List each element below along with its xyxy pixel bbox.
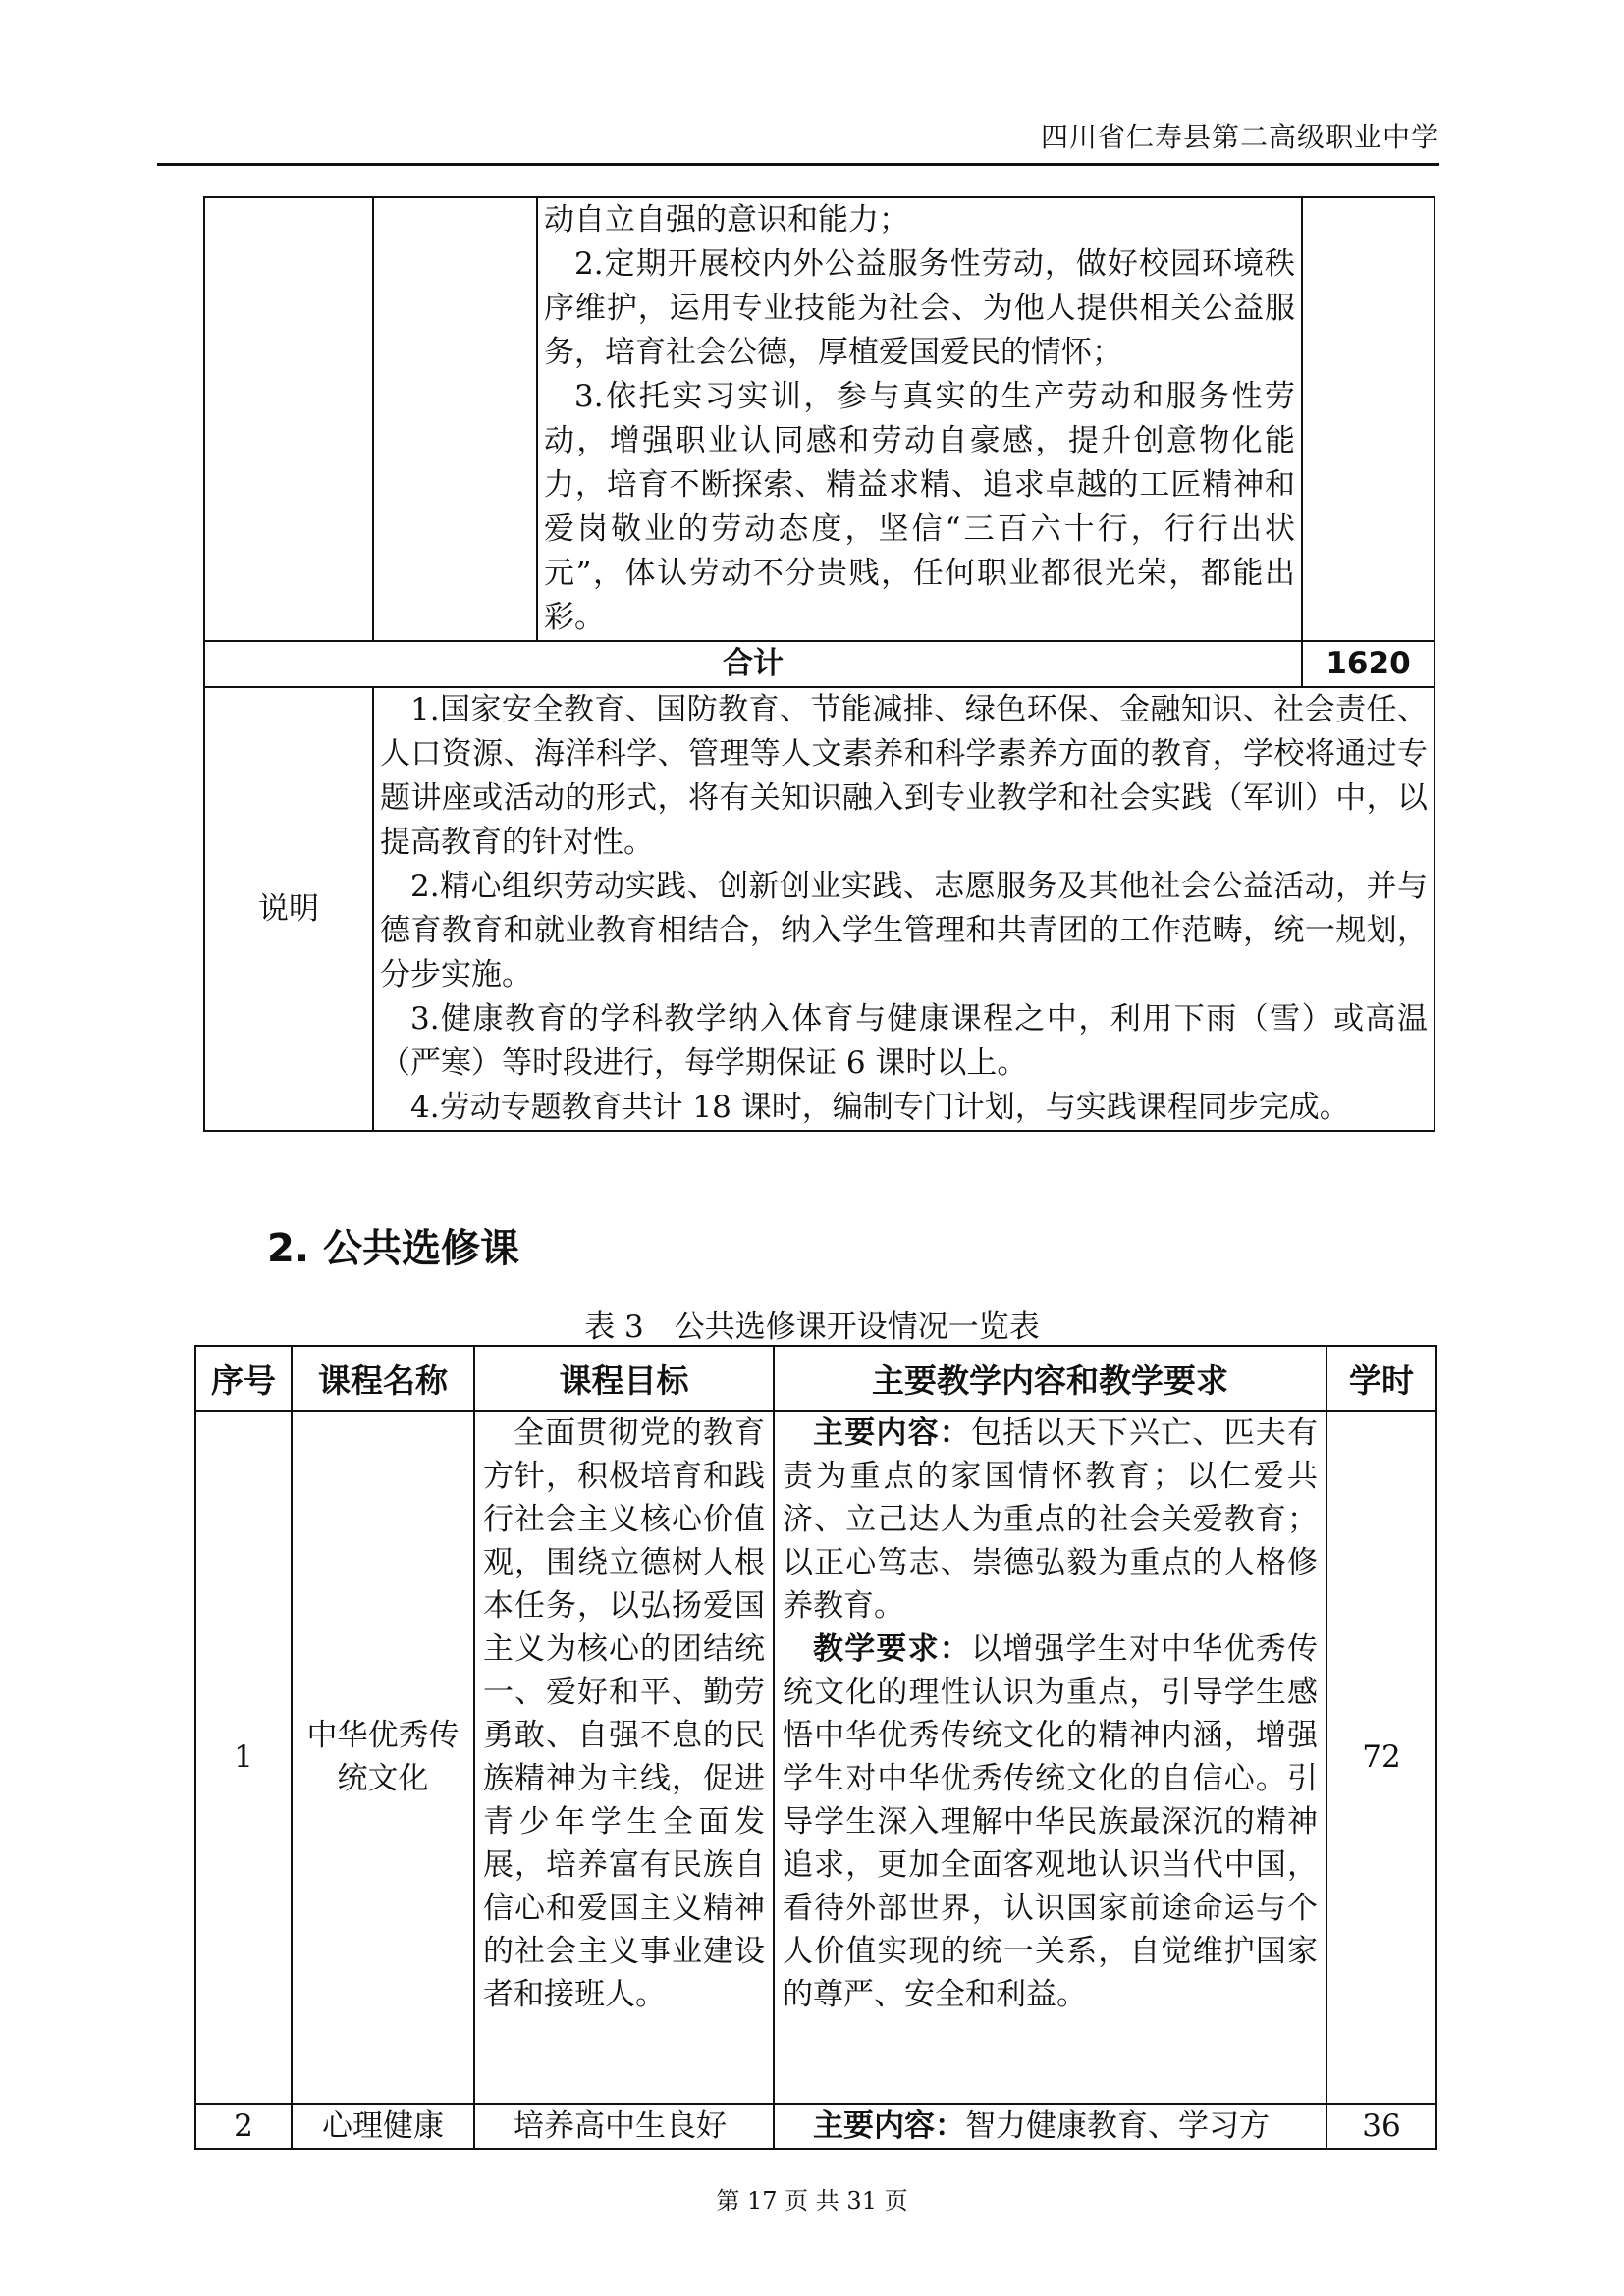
table-header-row — [195, 1346, 1436, 1411]
content-line: 2.定期开展校内外公益服务性劳动，做好校园环境秩序维护，运用专业技能为社会、为他人提供相关公益服务，培育社会公德，厚植爱国爱民的情怀； — [544, 246, 1295, 370]
table-row — [195, 1411, 1436, 2104]
row-no: 1 — [195, 1411, 292, 2104]
page-number: 第 17 页 共 31 页 — [716, 2187, 908, 2215]
requirement-label: 教学要求： — [813, 1631, 971, 1667]
content-label: 主要内容： — [813, 2109, 965, 2144]
requirement-text: 以增强学生对中华优秀传统文化的理性认识为重点，引导学生感悟中华优秀传统文化的精神内涵，增强学生对中华优秀传统文化的自信心。引导学生深入理解中华民族最深沉的精神追求，更加全面客观地认识当代中国，看待外部世界，认识国家前途命运与个人价值实现的统一关系，自觉维护国家的尊严、安全和利益。 — [783, 1631, 1318, 2012]
row-objective — [474, 1411, 774, 2104]
objective-text: 全面贯彻党的教育方针，积极培育和践行社会主义核心价值观，围绕立德树人根本任务，以弘扬爱国主义为核心的团结统一、爱好和平、勤劳勇敢、自强不息的民族精神为主线，促进青少年学生全面发展，培养富有民族自信心和爱国主义精神的社会主义事业建设者和接班人。 — [483, 1415, 765, 2012]
table-caption: 表 3 公共选修课开设情况一览表 — [584, 1309, 1040, 1345]
content-line: 3.依托实习实训，参与真实的生产劳动和服务性劳动，增强职业认同感和劳动自豪感，提升创意物化能力，培育不断探索、精益求精、追求卓越的工匠精神和爱岗敬业的劳动态度，坚信“三百六十行，行行出状元”，体认劳动不分贵贱，任何职业都很光荣，都能出彩。 — [544, 379, 1295, 635]
col-header-name: 课程名称 — [292, 1346, 474, 1411]
content-paragraph — [783, 1412, 1318, 1628]
row-course-name: 中华优秀传统文化 — [292, 1411, 474, 2104]
table-continued — [203, 196, 1435, 1132]
note-content — [373, 687, 1435, 1131]
col-header-hours: 学时 — [1326, 1346, 1436, 1411]
note-item: 1.国家安全教育、国防教育、节能减排、绿色环保、金融知识、社会责任、人口资源、海洋科学、管理等人文素养和科学素养方面的教育，学校将通过专题讲座或活动的形式，将有关知识融入到专业教学和社会实践（军训）中，以提高教育的针对性。 — [380, 692, 1428, 860]
total-value: 1620 — [1302, 641, 1435, 687]
row-objective — [474, 2104, 774, 2149]
table-row — [195, 2104, 1436, 2149]
requirement-paragraph — [783, 1628, 1318, 2016]
content-paragraph — [783, 2105, 1318, 2148]
content-text: 包括以天下兴亡、匹夫有责为重点的家国情怀教育；以仁爱共济、立己达人为重点的社会关爱教育；以正心笃志、崇德弘毅为重点的人格修养教育。 — [783, 1415, 1318, 1624]
note-item: 4.劳动专题教育共计 18 课时，编制专门计划，与实践课程同步完成。 — [410, 1090, 1350, 1125]
row-content — [774, 1411, 1326, 2104]
note-item: 2.精心组织劳动实践、创新创业实践、志愿服务及其他社会公益活动，并与德育教育和就业教育相结合，纳入学生管理和共青团的工作范畴，统一规划，分步实施。 — [380, 869, 1428, 992]
note-label: 说明 — [204, 687, 373, 1131]
elective-courses-table — [194, 1345, 1437, 2150]
row-no: 2 — [195, 2104, 292, 2149]
total-row — [204, 641, 1435, 687]
total-label: 合计 — [204, 641, 1302, 687]
content-label: 主要内容： — [813, 1415, 971, 1451]
content-line: 动自立自强的意识和能力； — [544, 202, 909, 238]
row-content — [774, 2104, 1326, 2149]
empty-cell — [1302, 197, 1435, 641]
row-hours: 36 — [1326, 2104, 1436, 2149]
content-cell — [537, 197, 1302, 641]
col-header-objective: 课程目标 — [474, 1346, 774, 1411]
row-course-name: 心理健康 — [292, 2104, 474, 2149]
empty-cell — [204, 197, 373, 641]
content-text: 智力健康教育、学习方 — [965, 2109, 1270, 2144]
objective-text: 培养高中生良好 — [514, 2109, 727, 2144]
school-name-header: 四川省仁寿县第二高级职业中学 — [1040, 121, 1439, 153]
col-header-content: 主要教学内容和教学要求 — [774, 1346, 1326, 1411]
row-hours: 72 — [1326, 1411, 1436, 2104]
empty-cell — [373, 197, 537, 641]
note-item: 3.健康教育的学科教学纳入体育与健康课程之中，利用下雨（雪）或高温（严寒）等时段进行，每学期保证 6 课时以上。 — [380, 1001, 1428, 1081]
col-header-no: 序号 — [195, 1346, 292, 1411]
table-row — [204, 197, 1435, 641]
section-heading: 2. 公共选修课 — [267, 1226, 519, 1271]
note-row — [204, 687, 1435, 1131]
header-rule — [157, 163, 1439, 166]
